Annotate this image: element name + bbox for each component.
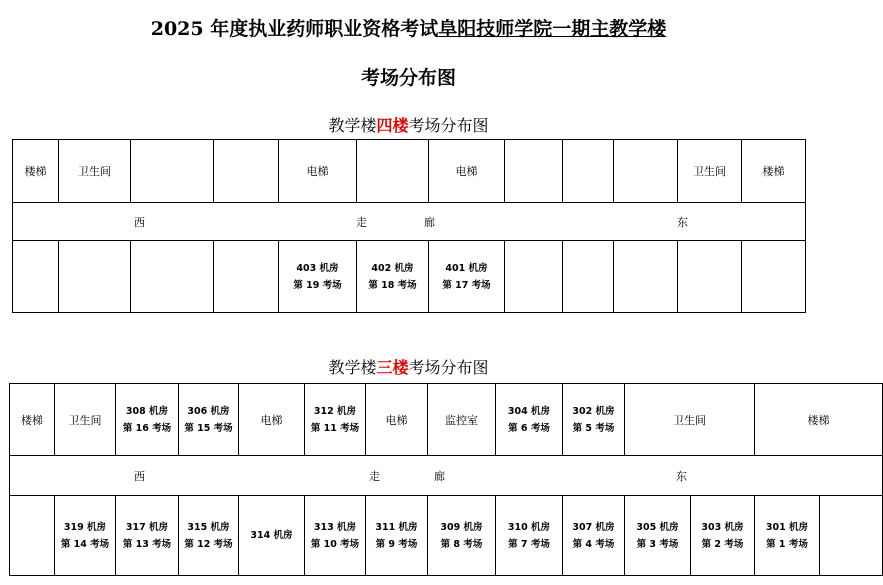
floor4-room-cell bbox=[505, 241, 563, 313]
exam-site: 第 14 考场 bbox=[60, 538, 110, 550]
exam-site: 第 15 考场 bbox=[184, 422, 233, 434]
cell-label: 楼梯 bbox=[21, 413, 43, 427]
exam-site: 第 3 考场 bbox=[636, 538, 679, 550]
exam-site: 第 8 考场 bbox=[440, 538, 483, 550]
floor3-cell bbox=[10, 384, 55, 456]
floor3-cell bbox=[366, 384, 428, 456]
room-number: 317 机房 bbox=[125, 521, 169, 533]
floor3-cell bbox=[755, 384, 883, 456]
corridor-label-1: 走 bbox=[356, 215, 367, 229]
floor3-room-cell bbox=[366, 496, 428, 576]
floor4-cell bbox=[131, 140, 214, 203]
room-number: 310 机房 bbox=[507, 521, 551, 533]
room-number: 312 机房 bbox=[313, 405, 357, 417]
floor3-room-cell bbox=[428, 496, 496, 576]
floor4-caption-pre: 教学楼 bbox=[328, 116, 377, 135]
page-title bbox=[0, 14, 817, 41]
floor3-cell bbox=[428, 384, 496, 456]
room-number: 402 机房 bbox=[371, 262, 414, 274]
room-number: 403 机房 bbox=[296, 262, 339, 274]
floor4-caption bbox=[0, 113, 817, 136]
title-part2: 阜阳技师学院一期主教学楼 bbox=[438, 18, 667, 40]
floor4-room-cell bbox=[357, 241, 429, 313]
floor3-cell bbox=[239, 384, 305, 456]
room-number: 314 机房 bbox=[250, 530, 293, 541]
floor4-room-cell bbox=[614, 241, 678, 313]
exam-site: 第 1 考场 bbox=[766, 538, 808, 550]
room-number: 309 机房 bbox=[440, 521, 483, 533]
floor4-map bbox=[12, 139, 806, 313]
room-number: 305 机房 bbox=[636, 521, 679, 533]
floor4-room-cell bbox=[13, 241, 59, 313]
cell-label: 卫生间 bbox=[673, 413, 706, 427]
exam-site: 第 19 考场 bbox=[293, 279, 342, 291]
floor4-cell bbox=[505, 140, 563, 203]
corridor-west: 西 bbox=[134, 215, 145, 229]
floor3-room-cell bbox=[625, 496, 691, 576]
floor4-south-row bbox=[13, 241, 806, 313]
floor3-room-cell bbox=[691, 496, 755, 576]
room-number: 301 机房 bbox=[765, 521, 809, 533]
room-number: 319 机房 bbox=[63, 521, 107, 533]
floor4-north-row bbox=[13, 140, 806, 203]
corridor-west: 西 bbox=[134, 469, 145, 483]
exam-site: 第 7 考场 bbox=[508, 538, 550, 550]
room-number: 315 机房 bbox=[187, 521, 230, 533]
floor3-room-cell bbox=[563, 384, 625, 456]
cell-label: 楼梯 bbox=[807, 413, 830, 427]
floor4-cell: 卫生间 bbox=[59, 140, 131, 203]
floor4-room-cell bbox=[214, 241, 279, 313]
floor4-cell: 电梯 bbox=[279, 140, 357, 203]
floor4-cell: 电梯 bbox=[429, 140, 505, 203]
floor4-cell bbox=[357, 140, 429, 203]
room-number: 304 机房 bbox=[507, 405, 551, 417]
floor4-cell: 卫生间 bbox=[678, 140, 742, 203]
corridor-label-2: 廊 bbox=[424, 215, 435, 229]
floor3-room-cell bbox=[755, 496, 820, 576]
floor3-caption bbox=[0, 355, 817, 378]
floor3-room-cell bbox=[55, 496, 116, 576]
corridor-east: 东 bbox=[677, 215, 688, 229]
floor3-south-row bbox=[10, 496, 883, 576]
floor3-cell bbox=[625, 384, 755, 456]
floor4-room-cell bbox=[742, 241, 806, 313]
floor3-room-cell bbox=[563, 496, 625, 576]
exam-site: 第 16 考场 bbox=[122, 422, 172, 434]
floor4-room-cell bbox=[59, 241, 131, 313]
floor4-room-cell bbox=[563, 241, 614, 313]
floor3-room-cell bbox=[239, 496, 305, 576]
floor4-room-cell bbox=[429, 241, 505, 313]
floor3-room-cell bbox=[10, 496, 55, 576]
floor4-corridor bbox=[13, 203, 806, 241]
room-number: 306 机房 bbox=[187, 405, 230, 417]
floor3-room-cell bbox=[820, 496, 883, 576]
floor3-room-cell bbox=[179, 384, 239, 456]
floor4-room-cell bbox=[131, 241, 214, 313]
exam-site: 第 9 考场 bbox=[375, 538, 418, 550]
exam-site: 第 5 考场 bbox=[572, 422, 615, 434]
room-number: 311 机房 bbox=[375, 521, 418, 533]
floor3-room-cell bbox=[496, 496, 563, 576]
floor3-room-cell bbox=[179, 496, 239, 576]
exam-site: 第 13 考场 bbox=[122, 538, 172, 550]
floor4-cell: 楼梯 bbox=[13, 140, 59, 203]
exam-site: 第 18 考场 bbox=[368, 279, 417, 291]
exam-site: 第 12 考场 bbox=[184, 538, 233, 550]
floor4-cell bbox=[214, 140, 279, 203]
floor3-room-cell bbox=[305, 496, 366, 576]
floor3-cell bbox=[55, 384, 116, 456]
cell-label: 卫生间 bbox=[68, 413, 102, 427]
room-number: 307 机房 bbox=[572, 521, 615, 533]
room-number: 303 机房 bbox=[701, 521, 744, 533]
floor4-cell bbox=[614, 140, 678, 203]
room-number: 313 机房 bbox=[313, 521, 357, 533]
exam-site: 第 11 考场 bbox=[310, 422, 360, 434]
floor3-room-cell bbox=[305, 384, 366, 456]
floor3-caption-pre: 教学楼 bbox=[328, 358, 377, 377]
floor4-room-cell bbox=[279, 241, 357, 313]
floor3-room-cell bbox=[496, 384, 563, 456]
floor4-caption-highlight: 四楼 bbox=[376, 116, 409, 135]
cell-label: 监控室 bbox=[445, 413, 478, 427]
floor3-room-cell bbox=[116, 384, 179, 456]
page-subtitle: 考场分布图 bbox=[360, 67, 456, 89]
room-number: 308 机房 bbox=[125, 405, 169, 417]
exam-site: 第 2 考场 bbox=[701, 538, 744, 550]
corridor-east: 东 bbox=[676, 469, 687, 483]
floor4-corridor-row bbox=[13, 203, 806, 241]
corridor-label-2: 廊 bbox=[434, 469, 445, 483]
cell-label: 电梯 bbox=[385, 413, 408, 427]
exam-site: 第 10 考场 bbox=[310, 538, 360, 550]
floor3-room-cell bbox=[116, 496, 179, 576]
floor3-north-row bbox=[10, 384, 883, 456]
floor4-caption-post: 考场分布图 bbox=[408, 116, 489, 135]
exam-site: 第 17 考场 bbox=[442, 279, 491, 291]
corridor-label-1: 走 bbox=[369, 469, 380, 483]
room-number: 302 机房 bbox=[572, 405, 615, 417]
room-number: 401 机房 bbox=[445, 262, 488, 274]
exam-site: 第 4 考场 bbox=[572, 538, 615, 550]
floor3-map bbox=[9, 383, 883, 576]
floor4-cell: 楼梯 bbox=[742, 140, 806, 203]
floor4-cell bbox=[563, 140, 614, 203]
floor4-room-cell bbox=[678, 241, 742, 313]
floor3-corridor bbox=[10, 456, 883, 496]
floor3-caption-highlight: 三楼 bbox=[376, 358, 409, 377]
cell-label: 电梯 bbox=[260, 413, 283, 427]
exam-site: 第 6 考场 bbox=[508, 422, 550, 434]
title-part1: 2025 年度执业药师职业资格考试 bbox=[150, 18, 439, 40]
floor3-corridor-row bbox=[10, 456, 883, 496]
floor3-caption-post: 考场分布图 bbox=[408, 358, 489, 377]
